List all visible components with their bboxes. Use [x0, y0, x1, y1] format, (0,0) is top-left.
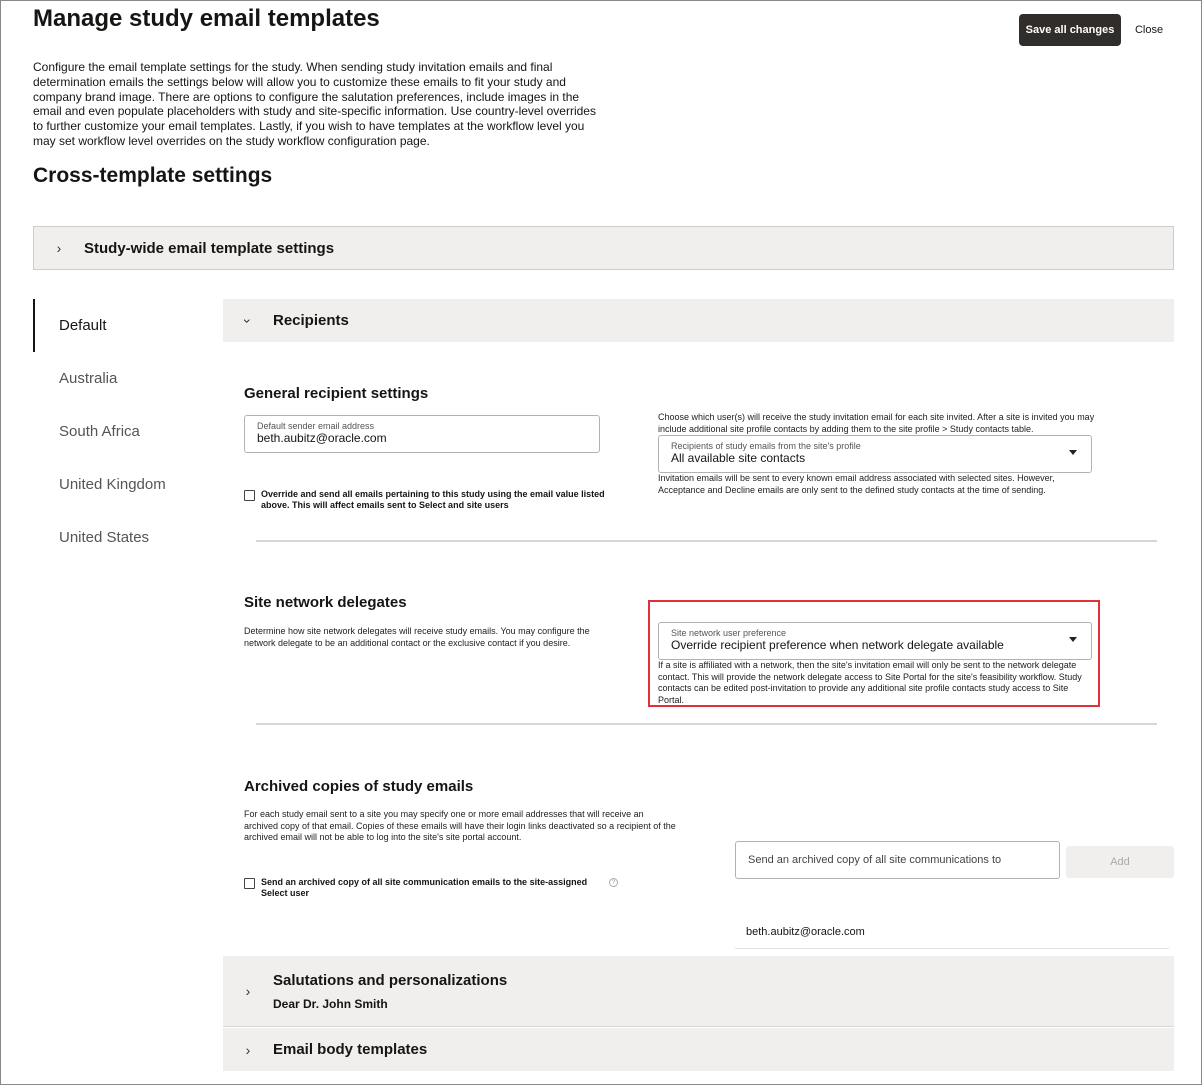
salutations-accordion[interactable]	[223, 956, 1174, 1027]
archived-email-item: beth.aubitz@oracle.com	[735, 921, 1169, 949]
intro-text: Configure the email template settings for the study. When sending study invitation emails and final determination emails the settings below will allow you to customize these emails to fit your study and company brand image. There are options to configure the salutation preferences, include images in the email and even populate placeholders with study and site-specific information. Use country-level overrides to further customize your email templates. Lastly, if you wish to have templates at the workflow level you may set workflow level overrides on the study workflow configuration page.	[33, 60, 596, 148]
recipients-profile-select[interactable]	[658, 435, 1092, 473]
country-sidebar	[33, 299, 213, 564]
chevron-right-icon: ›	[245, 983, 251, 999]
save-all-changes-button[interactable]: Save all changes	[1019, 14, 1121, 46]
archived-checkbox-label: Send an archived copy of all site communication emails to the site-assigned Select user	[261, 877, 588, 898]
field-value: Override recipient preference when network delegate available	[671, 638, 1004, 652]
profile-help: Invitation emails will be sent to every known email address associated with selected sites. However, Acceptance and Decline emails are only sent to the defined study contacts at the time of sending.	[658, 473, 1055, 495]
sender-email-field[interactable]	[244, 415, 600, 453]
accordion-title: Email body templates	[273, 1041, 428, 1058]
caret-down-icon	[1069, 637, 1077, 642]
archived-title: Archived copies of study emails	[244, 778, 474, 795]
study-wide-accordion[interactable]	[33, 226, 1174, 270]
field-label: Site network user preference	[671, 628, 787, 638]
accordion-title: Recipients	[273, 312, 349, 329]
caret-down-icon	[1069, 450, 1077, 455]
chevron-right-icon: ›	[245, 1041, 251, 1058]
recipients-accordion[interactable]	[223, 299, 1174, 342]
archived-checkbox[interactable]	[244, 878, 255, 889]
salutation-preview: Dear Dr. John Smith	[273, 996, 388, 1011]
divider	[256, 723, 1157, 725]
chevron-down-icon: ›	[240, 318, 256, 323]
sidebar-item-default[interactable]: Default	[33, 299, 213, 352]
delegates-desc: Determine how site network delegates will receive study emails. You may configure the network delegate to be an additional contact or the exclusive contact if you desire.	[244, 626, 590, 648]
accordion-title: Salutations and personalizations	[273, 971, 508, 989]
sidebar-item-south-africa[interactable]: South Africa	[59, 423, 140, 440]
override-label: Override and send all emails pertaining to this study using the email value listed above. This will affect emails sent to Select and site users	[261, 489, 605, 510]
sidebar-item-united-kingdom[interactable]: United Kingdom	[59, 476, 166, 493]
preference-help: If a site is affiliated with a network, then the site's invitation email will only be sent to the network delegate contact. This will provide the network delegate access to Site Portal for the site's feasibility workflow. Study contacts can be edited post-invitation to provide any additional site profile contacts study access to Site Portal.	[658, 660, 1082, 705]
sidebar-item-united-states[interactable]: United States	[59, 529, 150, 546]
delegates-title: Site network delegates	[244, 594, 407, 611]
network-preference-select[interactable]	[658, 622, 1092, 660]
add-button[interactable]: Add	[1066, 846, 1174, 878]
page-title: Manage study email templates	[33, 5, 380, 32]
divider	[256, 540, 1157, 542]
field-label: Recipients of study emails from the site's profile	[671, 441, 861, 451]
field-value: beth.aubitz@oracle.com	[257, 431, 387, 445]
archived-desc: For each study email sent to a site you may specify one or more email addresses that will receive an archived copy of that email. Copies of these emails will have their login links deactivated so a recipient of the archived email will not be able to log into the site's site portal account.	[244, 809, 676, 842]
section-title: Cross-template settings	[33, 164, 273, 187]
accordion-title: Study-wide email template settings	[84, 239, 335, 257]
archive-email-input[interactable]: Send an archived copy of all site communications to	[735, 841, 1060, 879]
choose-help: Choose which user(s) will receive the study invitation email for each site invited. After a site is invited you may include additional site profile contacts by adding them to the site profile > Study contacts table.	[658, 412, 1095, 434]
chevron-right-icon: ›	[56, 240, 62, 256]
email-body-accordion[interactable]	[223, 1028, 1174, 1071]
field-value: All available site contacts	[671, 451, 806, 465]
override-checkbox[interactable]	[244, 490, 255, 501]
help-icon[interactable]: ?	[609, 878, 618, 887]
field-label: Default sender email address	[257, 421, 375, 431]
close-button[interactable]: Close	[1129, 14, 1169, 46]
general-recipient-title: General recipient settings	[244, 385, 429, 402]
sidebar-item-australia[interactable]: Australia	[59, 370, 118, 387]
